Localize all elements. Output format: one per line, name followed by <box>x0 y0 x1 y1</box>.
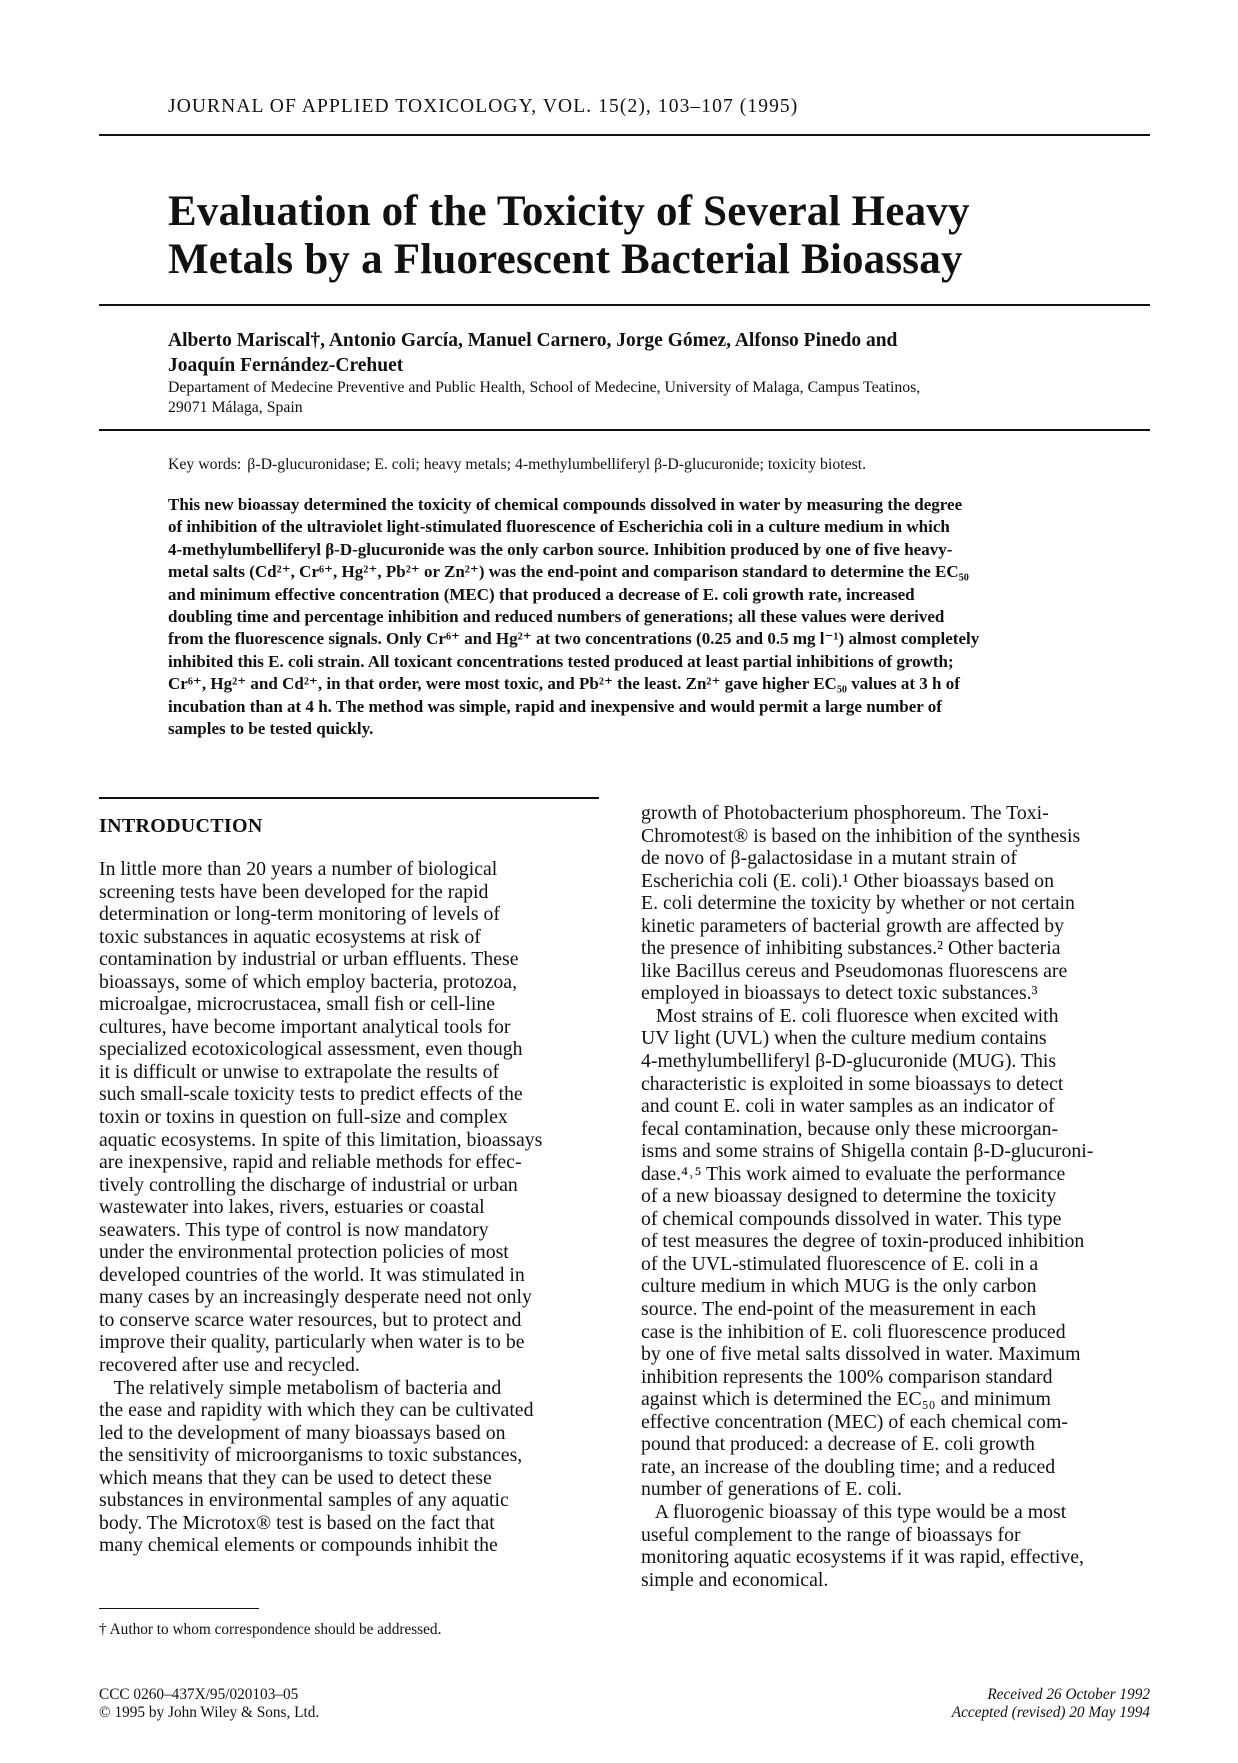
body-line: many cases by an increasingly desperate need not only <box>99 1286 532 1309</box>
body-line: and count E. coli in water samples as an indicator of <box>641 1095 1055 1118</box>
body-line: characteristic is exploited in some bioassays to detect <box>641 1072 1064 1095</box>
body-line: de novo of β-galactosidase in a mutant strain of <box>641 847 1017 870</box>
body-line: screening tests have been developed for the rapid <box>99 880 489 903</box>
abstract-line: Cr⁶⁺, Hg²⁺ and Cd²⁺, in that order, were most toxic, and Pb²⁺ the least. Zn²⁺ gave higher EC₅₀ values at 3 h of <box>168 674 960 694</box>
body-line: tively controlling the discharge of industrial or urban <box>99 1173 518 1196</box>
body-line: led to the development of many bioassays based on <box>99 1421 506 1444</box>
body-line: the presence of inhibiting substances.² Other bacteria <box>641 937 1061 960</box>
body-line: kinetic parameters of bacterial growth are affected by <box>641 914 1065 937</box>
footer-line: © 1995 by John Wiley & Sons, Ltd. <box>99 1704 320 1721</box>
body-line: contamination by industrial or urban effluents. These <box>99 948 519 971</box>
body-line: of a new bioassay designed to determine the toxicity <box>641 1185 1057 1208</box>
affiliation <box>168 378 1128 418</box>
running-head: JOURNAL OF APPLIED TOXICOLOGY, VOL. 15(2), 103–107 (1995) <box>168 96 799 117</box>
body-line: Chromotest® is based on the inhibition of the synthesis <box>641 824 1081 847</box>
body-line: to conserve scarce water resources, but to protect and <box>99 1308 522 1331</box>
body-line: of test measures the degree of toxin-produced inhibition <box>641 1230 1085 1253</box>
body-line: aquatic ecosystems. In spite of this limitation, bioassays <box>99 1128 543 1151</box>
body-line: of the UVL-stimulated fluorescence of E. coli in a <box>641 1252 1039 1275</box>
footnote-rule <box>99 1608 259 1609</box>
section-rule <box>99 797 599 799</box>
body-line: recovered after use and recycled. <box>99 1354 360 1377</box>
body-line: body. The Microtox® test is based on the fact that <box>99 1511 495 1534</box>
author-list <box>168 328 1128 378</box>
keywords-text: β-D-glucuronidase; E. coli; heavy metals; 4-methylumbelliferyl β-D-glucuronide; toxicity biotest. <box>247 456 867 473</box>
article-title <box>168 188 1128 284</box>
abstract-line: of inhibition of the ultraviolet light-stimulated fluorescence of Escherichia coli in a culture medium in which <box>168 517 950 537</box>
body-line: The relatively simple metabolism of bacteria and <box>99 1376 502 1399</box>
title-line: Metals by a Fluorescent Bacterial Bioassay <box>168 236 963 283</box>
body-line: by one of five metal salts dissolved in water. Maximum <box>641 1343 1081 1366</box>
body-line: Escherichia coli (E. coli).¹ Other bioassays based on <box>641 869 1054 892</box>
body-line: are inexpensive, rapid and reliable methods for effec- <box>99 1151 522 1174</box>
body-line: rate, an increase of the doubling time; and a reduced <box>641 1455 1056 1478</box>
section-heading: INTRODUCTION <box>99 815 263 837</box>
keywords-label: Key words: <box>168 456 242 473</box>
footer-line: CCC 0260–437X/95/020103–05 <box>99 1686 299 1703</box>
body-line: under the environmental protection policies of most <box>99 1241 509 1264</box>
body-line: which means that they can be used to detect these <box>99 1466 492 1489</box>
body-line: the sensitivity of microorganisms to toxic substances, <box>99 1444 523 1467</box>
body-line: Most strains of E. coli fluoresce when excited with <box>641 1004 1059 1027</box>
author-line: Alberto Mariscal†, Antonio García, Manuel Carnero, Jorge Gómez, Alfonso Pinedo and <box>168 330 898 351</box>
body-line: UV light (UVL) when the culture medium contains <box>641 1027 1047 1050</box>
body-line: isms and some strains of Shigella contain β-D-glucuroni- <box>641 1140 1094 1163</box>
abstract-line: samples to be tested quickly. <box>168 719 374 739</box>
abstract-line: 4-methylumbelliferyl β-D-glucuronide was the only carbon source. Inhibition produced by one of five heavy- <box>168 539 953 559</box>
abstract-line: doubling time and percentage inhibition and reduced numbers of generations; all these values were derived <box>168 607 945 627</box>
body-line: inhibition represents the 100% comparison standard <box>641 1365 1053 1388</box>
body-line: fecal contamination, because only these microorgan- <box>641 1117 1059 1140</box>
body-line: against which is determined the EC₅₀ and minimum <box>641 1388 1051 1411</box>
author-line: Joaquín Fernández-Crehuet <box>168 355 404 376</box>
body-line: toxic substances in aquatic ecosystems at risk of <box>99 925 481 948</box>
body-line: the ease and rapidity with which they can be cultivated <box>99 1399 534 1422</box>
body-line: many chemical elements or compounds inhibit the <box>99 1534 498 1557</box>
body-line: determination or long-term monitoring of levels of <box>99 903 501 926</box>
body-line: In little more than 20 years a number of biological <box>99 858 498 880</box>
copyright-block <box>99 1686 319 1722</box>
affiliation-rule <box>99 429 1150 431</box>
abstract <box>168 494 1168 740</box>
body-line: like Bacillus cereus and Pseudomonas fluorescens are <box>641 959 1068 982</box>
body-line: growth of Photobacterium phosphoreum. The Toxi- <box>641 802 1049 824</box>
body-line: E. coli determine the toxicity by whether or not certain <box>641 892 1075 915</box>
title-line: Evaluation of the Toxicity of Several Heavy <box>168 188 970 235</box>
body-line: bioassays, some of which employ bacteria, protozoa, <box>99 970 518 993</box>
footer-line: Received 26 October 1992 <box>987 1686 1150 1703</box>
received-dates <box>952 1686 1150 1722</box>
abstract-line: from the fluorescence signals. Only Cr⁶⁺ and Hg²⁺ at two concentrations (0.25 and 0.5 mg l⁻¹) almost completely <box>168 629 980 649</box>
footnote: † Author to whom correspondence should be addressed. <box>99 1621 442 1638</box>
body-line: source. The end-point of the measurement in each <box>641 1298 1037 1321</box>
body-line: culture medium in which MUG is the only carbon <box>641 1275 1037 1298</box>
abstract-line: and minimum effective concentration (MEC) that produced a decrease of E. coli growth rate, increased <box>168 584 915 604</box>
header-rule <box>99 134 1150 136</box>
body-line: microalgae, microcrustacea, small fish or cell-line <box>99 993 496 1016</box>
abstract-line: This new bioassay determined the toxicity of chemical compounds dissolved in water by measuring the degree <box>168 495 963 514</box>
body-line: substances in environmental samples of any aquatic <box>99 1489 509 1512</box>
keywords <box>168 456 1128 474</box>
body-line: of chemical compounds dissolved in water. This type <box>641 1207 1062 1230</box>
body-line: improve their quality, particularly when water is to be <box>99 1331 525 1354</box>
body-line: useful complement to the range of bioassays for <box>641 1523 1021 1546</box>
body-line: simple and economical. <box>641 1568 829 1591</box>
body-line: number of generations of E. coli. <box>641 1478 902 1501</box>
affiliation-line: 29071 Málaga, Spain <box>168 399 303 416</box>
body-line: such small-scale toxicity tests to predict effects of the <box>99 1083 523 1106</box>
abstract-line: inhibited this E. coli strain. All toxicant concentrations tested produced at least partial inhibitions of growth; <box>168 651 954 671</box>
affiliation-line: Departament of Medecine Preventive and Public Health, School of Medecine, University of Malaga, Campus Teatinos, <box>168 379 921 396</box>
right-column <box>641 802 1149 1591</box>
body-line: it is difficult or unwise to extrapolate the results of <box>99 1060 500 1083</box>
body-line: cultures, have become important analytical tools for <box>99 1015 511 1038</box>
abstract-line: incubation than at 4 h. The method was simple, rapid and inexpensive and would permit a large number of <box>168 696 942 716</box>
body-line: monitoring aquatic ecosystems if it was rapid, effective, <box>641 1546 1084 1569</box>
body-line: A fluorogenic bioassay of this type would be a most <box>641 1500 1067 1523</box>
body-line: employed in bioassays to detect toxic substances.³ <box>641 982 1038 1005</box>
body-line: developed countries of the world. It was stimulated in <box>99 1263 525 1286</box>
body-line: dase.⁴˒⁵ This work aimed to evaluate the performance <box>641 1162 1066 1185</box>
abstract-line: metal salts (Cd²⁺, Cr⁶⁺, Hg²⁺, Pb²⁺ or Zn²⁺) was the end-point and comparison standard to determine the EC₅₀ <box>168 562 969 582</box>
body-line: pound that produced: a decrease of E. coli growth <box>641 1433 1035 1456</box>
title-rule <box>99 304 1150 306</box>
footer-line: Accepted (revised) 20 May 1994 <box>951 1704 1150 1721</box>
body-line: specialized ecotoxicological assessment, even though <box>99 1038 523 1061</box>
body-line: seawaters. This type of control is now mandatory <box>99 1218 489 1241</box>
body-line: 4-methylumbelliferyl β-D-glucuronide (MUG). This <box>641 1050 1057 1073</box>
body-line: effective concentration (MEC) of each chemical com- <box>641 1410 1068 1433</box>
body-line: case is the inhibition of E. coli fluorescence produced <box>641 1320 1066 1343</box>
body-line: wastewater into lakes, rivers, estuaries or coastal <box>99 1196 485 1219</box>
left-column <box>99 858 599 1557</box>
body-line: toxin or toxins in question on full-size and complex <box>99 1106 508 1129</box>
